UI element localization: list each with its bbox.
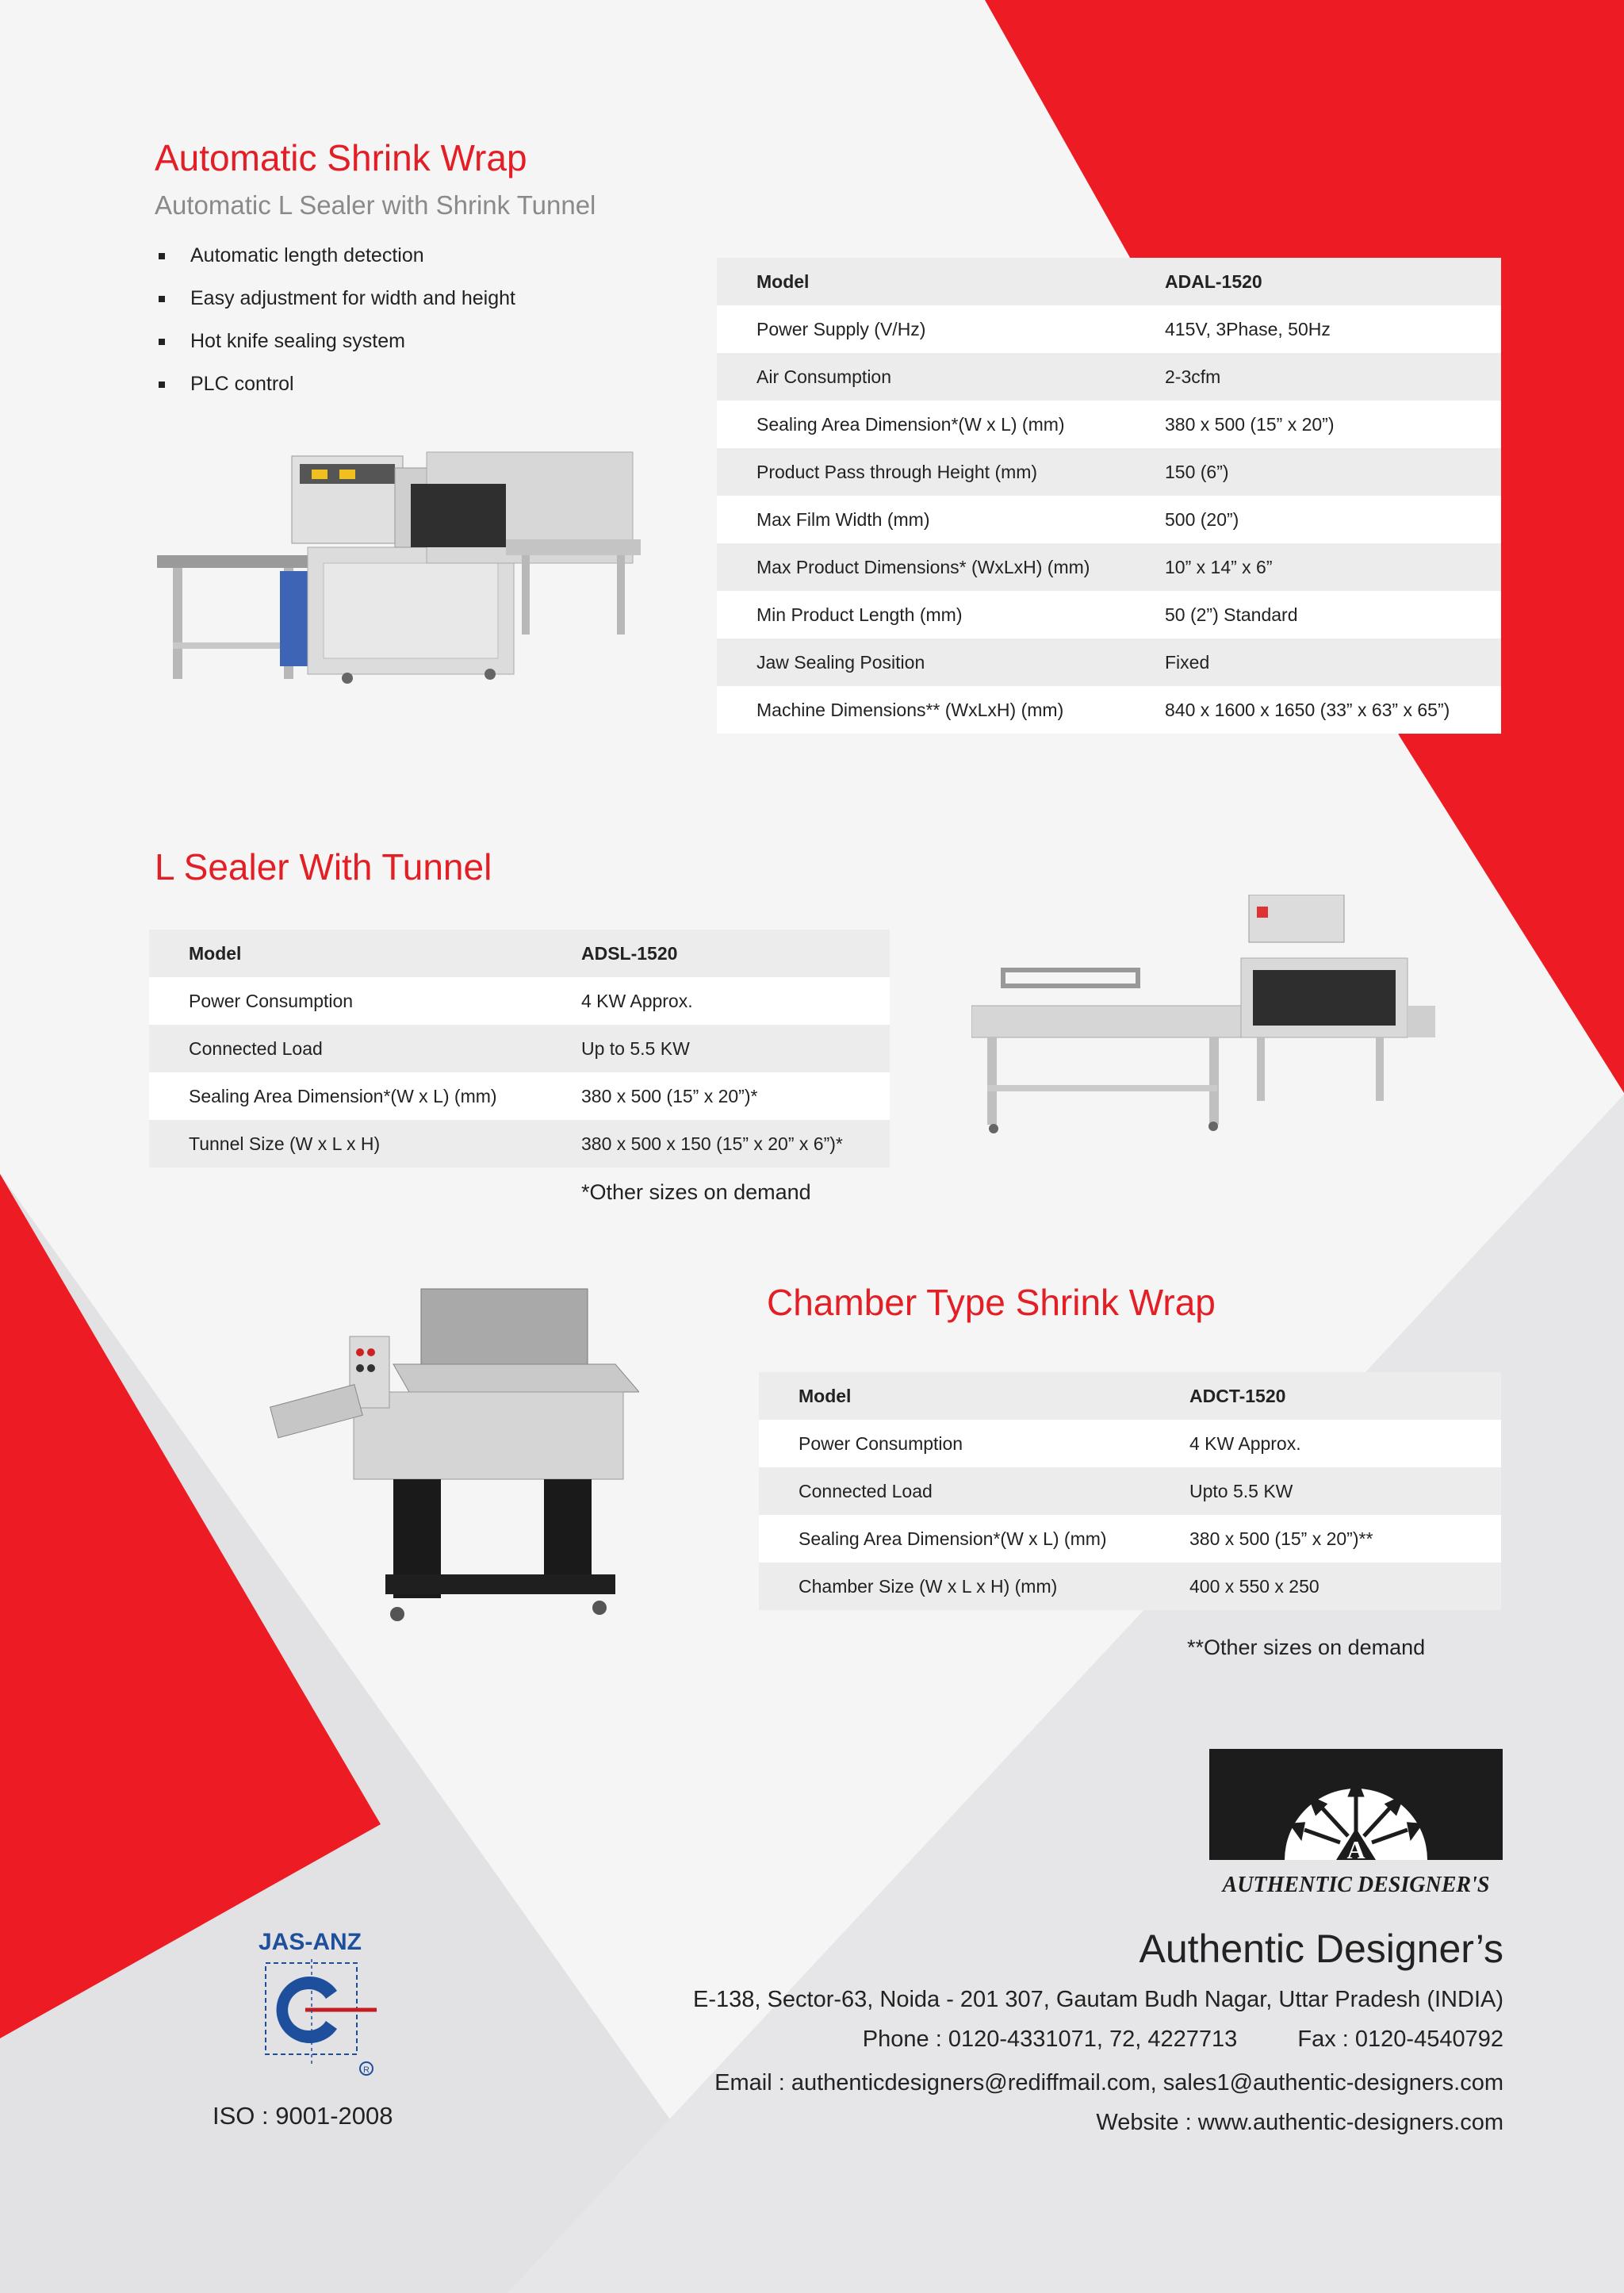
spec-label: Machine Dimensions** (WxLxH) (mm) [717, 686, 1125, 734]
jas-anz-certification-mark [250, 1927, 385, 2078]
feature-item: Easy adjustment for width and height [157, 277, 515, 320]
table-row [759, 1467, 1501, 1515]
spec-value: 380 x 500 (15” x 20”) [1125, 401, 1501, 448]
spec-value: ADAL-1520 [1125, 258, 1501, 305]
spec-label: Power Consumption [759, 1420, 1150, 1467]
company-website[interactable]: Website : www.authentic-designers.com [1096, 2110, 1503, 2135]
spec-value: Up to 5.5 KW [542, 1025, 890, 1072]
spec-label: Min Product Length (mm) [717, 591, 1125, 638]
company-fax: Fax : 0120-4540792 [1297, 2027, 1503, 2052]
spec-label: Model [717, 258, 1125, 305]
table-row [717, 496, 1501, 543]
jas-anz-text: JAS-ANZ [258, 1929, 362, 1955]
spec-value: 840 x 1600 x 1650 (33” x 63” x 65”) [1125, 686, 1501, 734]
spec-value: 150 (6”) [1125, 448, 1501, 496]
table-row [717, 353, 1501, 401]
spec-label: Sealing Area Dimension*(W x L) (mm) [149, 1072, 542, 1120]
l-sealer-tunnel-machine-image [971, 895, 1447, 1141]
table-row [717, 686, 1501, 734]
company-name: Authentic Designer’s [1139, 1927, 1503, 1971]
spec-label: Max Film Width (mm) [717, 496, 1125, 543]
table-row [759, 1372, 1501, 1420]
spec-table-adct [759, 1372, 1501, 1610]
chamber-shrink-wrap-machine-image [266, 1281, 639, 1630]
spec-value: 380 x 500 (15” x 20”)* [542, 1072, 890, 1120]
spec-label: Sealing Area Dimension*(W x L) (mm) [759, 1515, 1150, 1563]
spec-value: ADCT-1520 [1150, 1372, 1501, 1420]
logo-caption: AUTHENTIC DESIGNER'S [1222, 1873, 1490, 1896]
spec-label: Max Product Dimensions* (WxLxH) (mm) [717, 543, 1125, 591]
spec-value: 380 x 500 (15” x 20”)** [1150, 1515, 1501, 1563]
spec-label: Model [759, 1372, 1150, 1420]
spec-value: Upto 5.5 KW [1150, 1467, 1501, 1515]
spec-table-adal [717, 258, 1501, 734]
section3-title: Chamber Type Shrink Wrap [767, 1282, 1216, 1323]
table-row [149, 1072, 890, 1120]
spec-value: 380 x 500 x 150 (15” x 20” x 6”)* [542, 1120, 890, 1168]
section1-title: Automatic Shrink Wrap [155, 137, 527, 178]
table-row [759, 1420, 1501, 1467]
spec-label: Connected Load [759, 1467, 1150, 1515]
company-phone-fax [863, 2027, 1503, 2053]
spec-value: Fixed [1125, 638, 1501, 686]
feature-item: PLC control [157, 362, 515, 405]
spec-label: Air Consumption [717, 353, 1125, 401]
spec-value: 10” x 14” x 6” [1125, 543, 1501, 591]
table-row [759, 1515, 1501, 1563]
table-row [149, 930, 890, 977]
table-row [759, 1563, 1501, 1610]
feature-list [157, 234, 515, 405]
table-row [717, 638, 1501, 686]
section1-subtitle: Automatic L Sealer with Shrink Tunnel [155, 190, 596, 220]
automatic-shrink-wrap-machine-image [157, 444, 649, 690]
table-row [717, 401, 1501, 448]
table-row [717, 258, 1501, 305]
table-row [717, 591, 1501, 638]
company-address: E-138, Sector-63, Noida - 201 307, Gautam Budh Nagar, Uttar Pradesh (INDIA) [693, 1987, 1503, 2012]
table-row [149, 1025, 890, 1072]
spec-label: Power Consumption [149, 977, 542, 1025]
spec-label: Jaw Sealing Position [717, 638, 1125, 686]
spec-value: 415V, 3Phase, 50Hz [1125, 305, 1501, 353]
spec-label: Chamber Size (W x L x H) (mm) [759, 1563, 1150, 1610]
company-email[interactable]: Email : authenticdesigners@rediffmail.com, sales1@authentic-designers.com [714, 2070, 1503, 2096]
spec-label: Sealing Area Dimension*(W x L) (mm) [717, 401, 1125, 448]
table-row [149, 1120, 890, 1168]
spec-value: 4 KW Approx. [542, 977, 890, 1025]
feature-item: Hot knife sealing system [157, 320, 515, 362]
spec-value: 400 x 550 x 250 [1150, 1563, 1501, 1610]
section2-title: L Sealer With Tunnel [155, 846, 492, 888]
table-row [149, 977, 890, 1025]
spec-label: Model [149, 930, 542, 977]
table-row [717, 448, 1501, 496]
spec-label: Product Pass through Height (mm) [717, 448, 1125, 496]
company-phone: Phone : 0120-4331071, 72, 4227713 [862, 2027, 1238, 2052]
section3-note: **Other sizes on demand [1187, 1635, 1426, 1659]
spec-value: 4 KW Approx. [1150, 1420, 1501, 1467]
table-row [717, 305, 1501, 353]
spec-value: 500 (20”) [1125, 496, 1501, 543]
logo-letter: A [1346, 1835, 1365, 1864]
spec-label: Power Supply (V/Hz) [717, 305, 1125, 353]
section2-note: *Other sizes on demand [581, 1180, 811, 1204]
authentic-designers-logo [1209, 1749, 1503, 1896]
spec-value: ADSL-1520 [542, 930, 890, 977]
feature-item: Automatic length detection [157, 234, 515, 277]
table-row [717, 543, 1501, 591]
spec-label: Connected Load [149, 1025, 542, 1072]
iso-standard: ISO : 9001-2008 [213, 2102, 393, 2130]
spec-table-adsl [149, 930, 890, 1168]
spec-value: 50 (2”) Standard [1125, 591, 1501, 638]
spec-value: 2-3cfm [1125, 353, 1501, 401]
svg-text:R: R [363, 2065, 370, 2075]
spec-label: Tunnel Size (W x L x H) [149, 1120, 542, 1168]
